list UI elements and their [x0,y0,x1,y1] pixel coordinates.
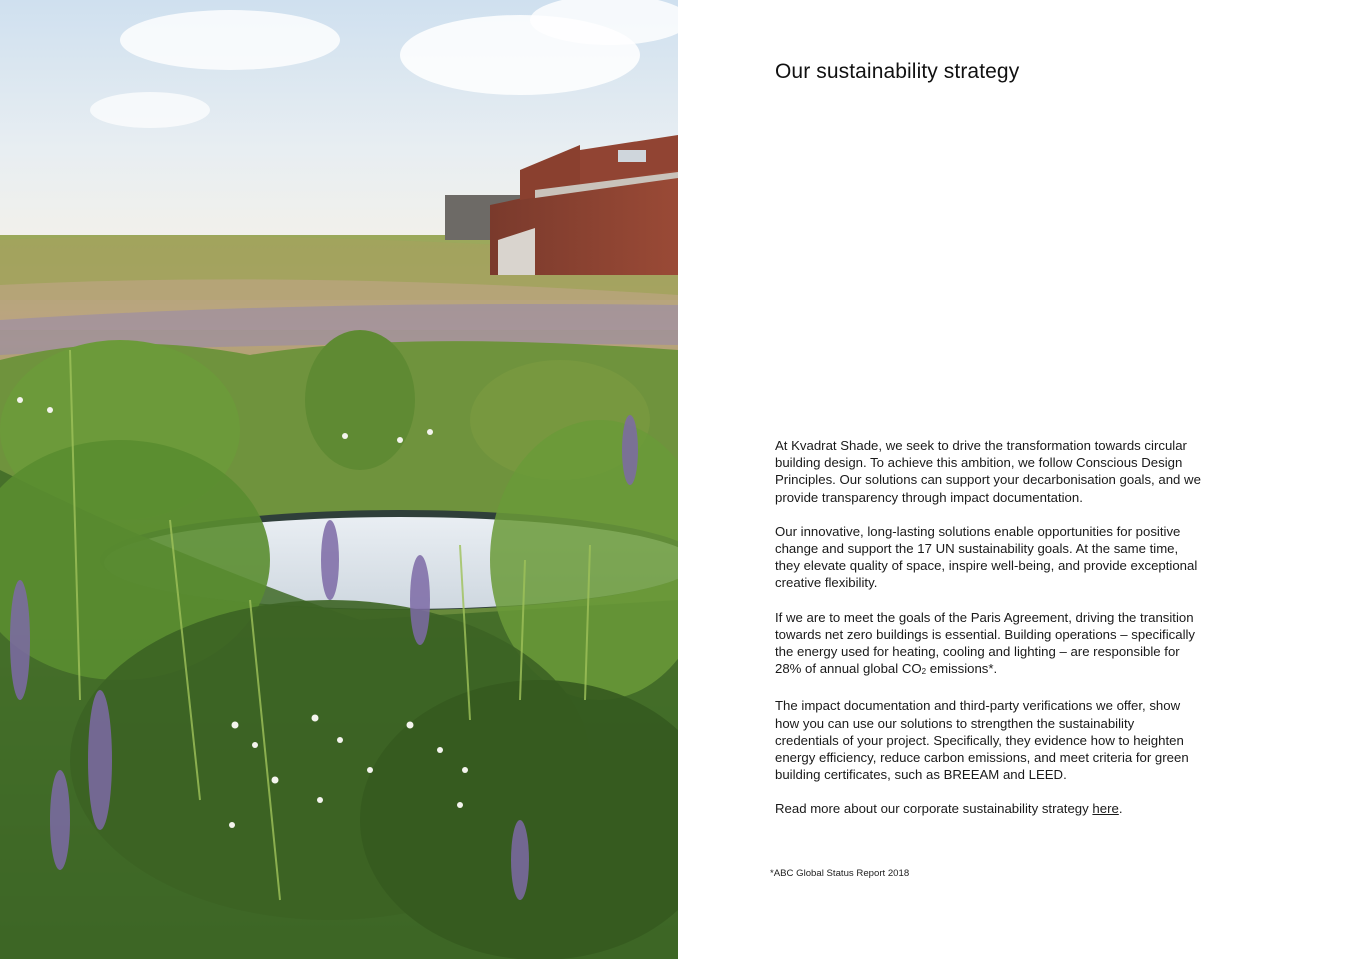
read-more-text: Read more about our corporate sustainability strategy [775,801,1093,817]
read-more-period: . [1118,801,1123,817]
paragraph-read-more [775,800,1201,817]
page-title: Our sustainability strategy [775,60,1020,83]
here-link[interactable]: here [1092,801,1119,817]
paragraph-paris-agreement [775,609,1201,681]
co2-subscript: 2 [921,667,927,677]
body-text [775,437,1201,835]
paragraph-innovation: Our innovative, long-lasting solutions enable opportunities for positive change and support the 17 UN sustainability goals. At the same time, they elevate quality of space, inspire well-being, and provide exceptional creative flexibility. [775,523,1198,591]
paragraph-intro: At Kvadrat Shade, we seek to drive the transformation towards circular building design. To achieve this ambition, we follow Conscious Design Principles. Our solutions can support your decarbonisation goals, and we provide transparency through impact documentation. [775,438,1201,505]
text-panel [678,0,1356,959]
footnote: *ABC Global Status Report 2018 [770,868,910,879]
paragraph-impact-documentation: The impact documentation and third-party verifications we offer, show how you can use our solutions to strengthen the sustainability credentials of your project. Specifically, they evidence how to heighten energy efficiency, reduce carbon emissions, and meet criteria for green building certificates, such as BREEAM and LEED. [775,698,1189,783]
paris-text: If we are to meet the goals of the Paris Agreement, driving the transition towards net zero buildings is essential. Building operations – specifically the energy used for heating, cooling and lighting – are responsible for 28% of annual global CO [775,609,1196,677]
emissions-text: emissions*. [926,661,998,677]
